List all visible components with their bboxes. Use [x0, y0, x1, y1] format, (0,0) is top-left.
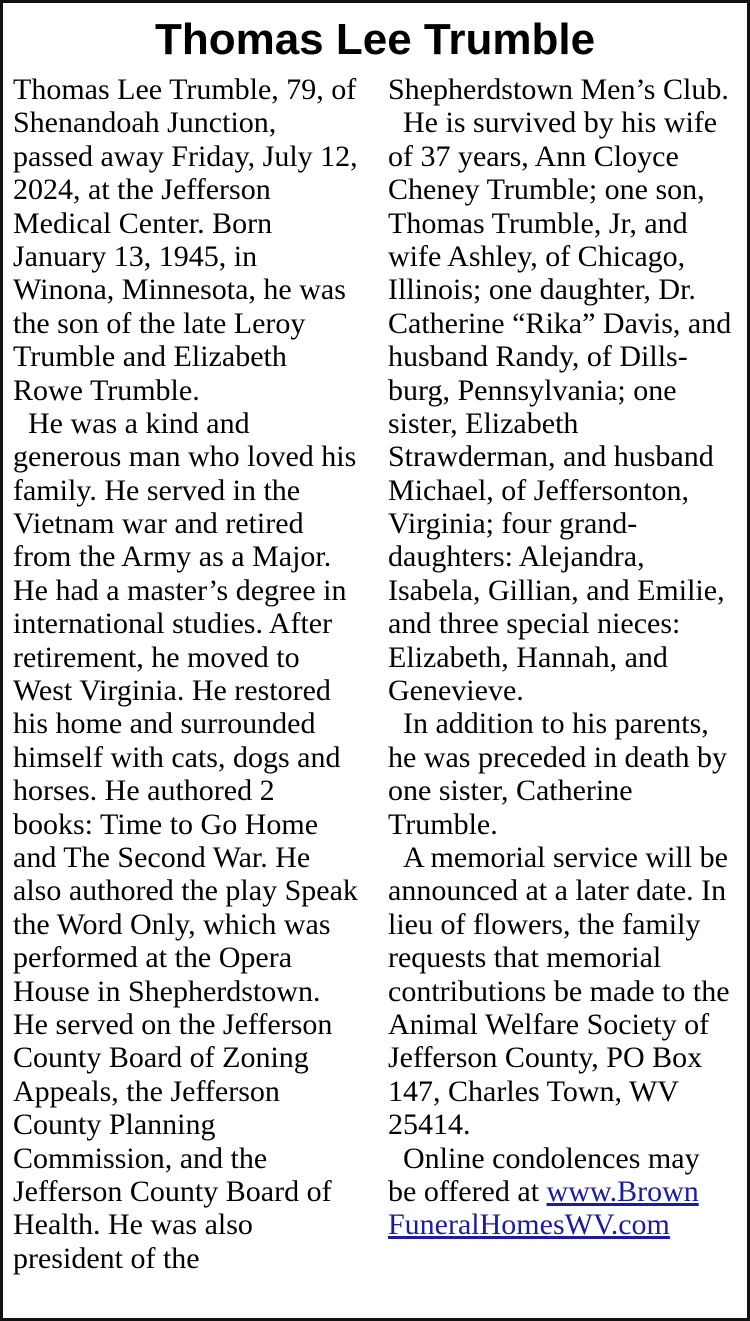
- text-line: passed away Friday, July 12,: [13, 139, 358, 173]
- text-line: Trumble and Elizabeth: [13, 340, 287, 374]
- text-line: retirement, he moved to: [13, 640, 300, 674]
- text-line: lieu of flowers, the family: [388, 907, 701, 941]
- link-prefix: be offered at: [388, 1174, 547, 1208]
- text-line: [388, 1175, 748, 1208]
- text-line: January 13, 1945, in: [13, 239, 258, 273]
- left-column: [13, 73, 378, 1275]
- text-line: performed at the Opera: [13, 941, 293, 975]
- right-column: [388, 73, 748, 1242]
- text-line: Online condolences may: [388, 1141, 700, 1175]
- text-line: West Virginia. He restored: [13, 674, 331, 708]
- text-line: Michael, of Jeffersonton,: [388, 473, 690, 507]
- text-line: from the Army as a Major.: [13, 540, 332, 574]
- text-line: He is survived by his wife: [388, 106, 718, 140]
- text-line: Vietnam war and retired: [13, 507, 304, 541]
- text-line: He was a kind and: [13, 406, 250, 440]
- text-line: Animal Welfare Society of: [388, 1007, 710, 1041]
- text-line: 25414.: [388, 1108, 471, 1142]
- text-line: Shepherdstown Men’s Club.: [388, 73, 729, 106]
- text-line: [388, 1208, 748, 1241]
- text-line: Jefferson County Board of: [13, 1174, 332, 1208]
- text-line: international studies. After: [13, 607, 333, 641]
- text-line: the son of the late Leroy: [13, 306, 306, 340]
- website-link-part-1[interactable]: www.Brown: [546, 1174, 699, 1208]
- text-line: sister, Elizabeth: [388, 406, 579, 440]
- text-line: Elizabeth, Hannah, and: [388, 640, 668, 674]
- text-line: Shenandoah Junction,: [13, 106, 277, 140]
- text-line: family. He served in the: [13, 473, 301, 507]
- text-line: wife Ashley, of Chicago,: [388, 239, 686, 273]
- text-line: He had a master’s degree in: [13, 573, 347, 607]
- text-line: He served on the Jefferson: [13, 1007, 333, 1041]
- text-line: horses. He authored 2: [13, 774, 275, 808]
- text-line: In addition to his parents,: [388, 707, 709, 741]
- text-line: Health. He was also: [13, 1208, 253, 1242]
- text-line: 2024, at the Jefferson: [13, 173, 271, 207]
- text-line: Isabela, Gillian, and Emilie,: [388, 573, 725, 607]
- text-line: County Board of Zoning: [13, 1041, 309, 1075]
- text-line: Medical Center. Born: [13, 206, 273, 240]
- text-line: A memorial service will be: [388, 840, 728, 874]
- text-line: requests that memorial: [388, 941, 662, 975]
- text-line: daughters: Alejandra,: [388, 540, 645, 574]
- text-line: Strawderman, and husband: [388, 440, 714, 474]
- text-line: also authored the play Speak: [13, 874, 358, 908]
- text-line: Cheney Trumble; one son,: [388, 173, 705, 207]
- text-line: Genevieve.: [388, 674, 524, 708]
- text-line: Commission, and the: [13, 1141, 268, 1175]
- text-line: Jefferson County, PO Box: [388, 1041, 703, 1075]
- text-line: one sister, Catherine: [388, 774, 633, 808]
- text-line: he was preceded in death by: [388, 740, 728, 774]
- text-line: and three special nieces:: [388, 607, 681, 641]
- text-line: husband Randy, of Dills-: [388, 340, 688, 374]
- text-line: Winona, Minnesota, he was: [13, 273, 346, 307]
- text-line: himself with cats, dogs and: [13, 740, 341, 774]
- text-line: and The Second War. He: [13, 840, 311, 874]
- text-line: the Word Only, which was: [13, 907, 331, 941]
- text-line: Thomas Trumble, Jr, and: [388, 206, 688, 240]
- text-line: Illinois; one daughter, Dr.: [388, 273, 696, 307]
- text-line: Catherine “Rika” Davis, and: [388, 306, 732, 340]
- text-line: 147, Charles Town, WV: [388, 1074, 679, 1108]
- text-line: House in Shepherdstown.: [13, 974, 321, 1008]
- text-line: burg, Pennsylvania; one: [388, 373, 677, 407]
- text-line: generous man who loved his: [13, 440, 357, 474]
- text-line: books: Time to Go Home: [13, 807, 319, 841]
- website-link-part-2[interactable]: FuneralHomesWV.com: [388, 1208, 670, 1242]
- text-line: his home and surrounded: [13, 707, 316, 741]
- text-line: Thomas Lee Trumble, 79, of: [13, 73, 357, 106]
- text-line: president of the: [13, 1241, 200, 1275]
- text-line: of 37 years, Ann Cloyce: [388, 139, 679, 173]
- text-line: Virginia; four grand-: [388, 507, 638, 541]
- obituary-title: Thomas Lee Trumble: [154, 15, 596, 64]
- right-column-lines: [388, 73, 748, 1175]
- text-line: announced at a later date. In: [388, 874, 727, 908]
- text-line: contributions be made to the: [388, 974, 730, 1008]
- text-line: County Planning: [13, 1108, 216, 1142]
- text-line: Trumble.: [388, 807, 498, 841]
- text-line: Appeals, the Jefferson: [13, 1074, 280, 1108]
- text-line: Rowe Trumble.: [13, 373, 200, 407]
